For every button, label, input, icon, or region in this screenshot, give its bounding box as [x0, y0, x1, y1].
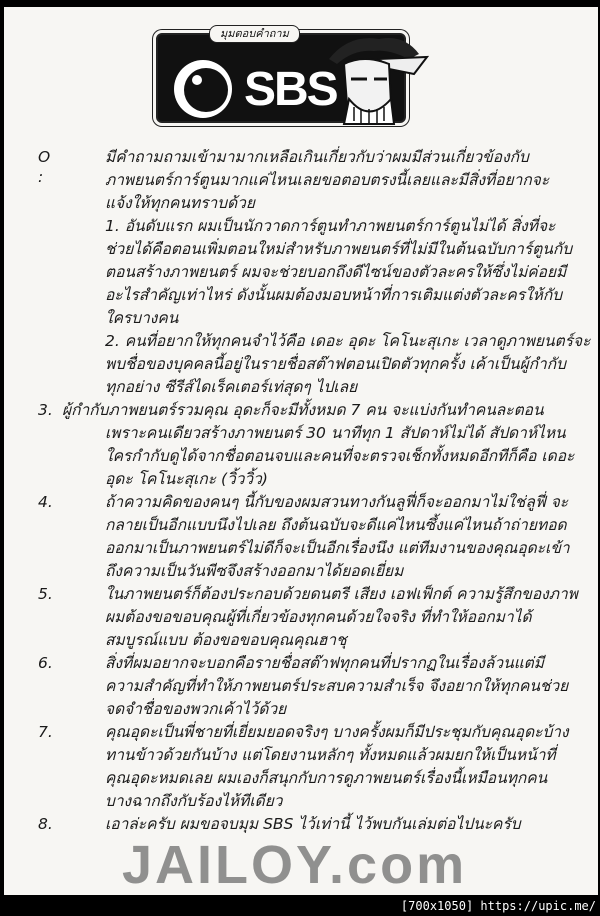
item-number: 7.	[38, 723, 53, 741]
moon-icon	[174, 60, 232, 118]
item-number: 6.	[38, 654, 53, 672]
corner-label: มุมตอบคำถาม	[209, 25, 300, 43]
text-line: 1. อันดับแรก ผมเป็นนักวาดการ์ตูนทำภาพยนตร์การ์ตูนไม่ได้ สิ่งที่จะ	[105, 217, 556, 235]
text-line: ใครบางคน	[105, 309, 179, 327]
text-line: มีคำถามถามเข้ามามากเหลือเกินเกี่ยวกับว่าผมมีส่วนเกี่ยวข้องกับ	[105, 148, 529, 166]
text-line: บางฉากถึงกับร้องไห้ทีเดียว	[105, 792, 283, 810]
text-line: สิ่งที่ผมอยากจะบอกคือรายชื่อสต๊าฟทุกคนที่ปรากฏในเรื่องล้วนแต่มี	[105, 654, 544, 672]
image-info-footer[interactable]: [700x1050] https://upic.me/	[400, 899, 596, 913]
text-line: ทุกอย่าง ซีรีส์ไดเร็คเตอร์เท่สุดๆ ไปเลย	[105, 378, 358, 396]
text-line: 2. คนที่อยากให้ทุกคนจำไว้คือ เดอะ อุดะ โคโนะสุเกะ เวลาดูภาพยนตร์จะ	[105, 332, 591, 350]
text-line: อะไรสำคัญเท่าไหร่ ดังนั้นผมต้องมอบหน้าที่การเติมแต่งตัวละครให้กับ	[105, 286, 563, 304]
text-line: พบชื่อของบุคคลนี้อยู่ในรายชื่อสต๊าฟตอนเปิดตัวทุกครั้ง เค้าเป็นผู้กำกับ	[105, 355, 566, 373]
text-line: คุณอุดะเป็นพี่ชายที่เยี่ยมยอดจริงๆ บางครั้งผมก็มีประชุมกับคุณอุดะบ้าง	[105, 723, 569, 741]
item-number: 5.	[38, 585, 53, 603]
text-line: แจ้งให้ทุกคนทราบด้วย	[105, 194, 255, 212]
text-line: สมบูรณ์แบบ ต้องขอขอบคุณคุณฮาชุ	[105, 631, 347, 649]
text-line: ช่วยได้คือตอนเพิ่มตอนใหม่สำหรับภาพยนตร์ที่ไม่มีในต้นฉบับการ์ตูนกับ	[105, 240, 573, 258]
text-line: เพราะคนเดียวสร้างภาพยนตร์ 30 นาทีทุก 1 สัปดาห์ไม่ได้ สัปดาห์ไหน	[105, 424, 566, 442]
text-line: กลายเป็นอีกแบบนึงไปเลย ถึงต้นฉบับจะดีแค่ไหนซึ้งแค่ไหนถ้าถ่ายทอด	[105, 516, 567, 534]
watermark: JAILOY.com	[122, 835, 468, 895]
text-line: ผู้กำกับภาพยนตร์รวมคุณ อุดะก็จะมีทั้งหมด 7 คน จะแบ่งกันทำคนละตอน	[62, 401, 544, 419]
text-line: ในภาพยนตร์ก็ต้องประกอบด้วยดนตรี เสียง เอฟเฟ็กต์ ความรู้สึกของภาพ	[105, 585, 578, 603]
text-line: อุดะ โคโนะสุเกะ (วิ้ววิ้ว)	[105, 470, 268, 488]
item-number: 8.	[38, 815, 53, 833]
manga-page	[4, 7, 598, 895]
text-line: ถึงความเป็นวันพีซจึงสร้างออกมาได้ยอดเยี่ยม	[105, 562, 404, 580]
text-line: ถ้าความคิดของคนๆ นี้กับของผมสวนทางกันลูฟี่ก็จะออกมาไม่ใช่ลูฟี่ จะ	[105, 493, 569, 511]
text-line: เอาล่ะครับ ผมขอจบมุม SBS ไว้เท่านี้ ไว้พบกันเล่มต่อไปนะครับ	[105, 815, 521, 833]
text-line: ออกมาเป็นภาพยนตร์ไม่ดีก็จะเป็นอีกเรื่องนึง แต่ทีมงานของคุณอุดะเข้า	[105, 539, 570, 557]
text-line: ภาพยนตร์การ์ตูนมากแค่ไหนเลยขอตอบตรงนี้เลยและมีสิ่งที่อยากจะ	[105, 171, 550, 189]
question-label: O :	[38, 148, 51, 186]
item-number: 4.	[38, 493, 53, 511]
text-line: ความสำคัญที่ทำให้ภาพยนตร์ประสบความสำเร็จ จึงอยากให้ทุกคนช่วย	[105, 677, 569, 695]
text-line: จดจำชื่อของพวกเค้าไว้ด้วย	[105, 700, 287, 718]
text-line: ใครกำกับดูได้จากชื่อตอนจบและคนที่จะตรวจเช็กทั้งหมดอีกทีก็คือ เดอะ	[105, 447, 575, 465]
text-line: ตอนสร้างภาพยนตร์ ผมจะช่วยบอกถึงดีไซน์ของตัวละครให้ซึ่งไม่ค่อยมี	[105, 263, 567, 281]
sbs-logo-text: SBS	[244, 63, 337, 116]
item-number: 3.	[38, 401, 53, 419]
text-line: คุณอุดะหมดเลย ผมเองก็สนุกกับการดูภาพยนตร์เรื่องนี้เหมือนทุกคน	[105, 769, 548, 787]
moon-dot	[192, 75, 202, 85]
character-illustration-icon	[319, 29, 429, 129]
text-line: ทานข้าวด้วยกันบ้าง แต่โดยงานหลักๆ ทั้งหมดแล้วผมยกให้เป็นหน้าที่	[105, 746, 556, 764]
text-line: ผมต้องขอขอบคุณผู้ที่เกี่ยวข้องทุกคนด้วยใจจริง ที่ทำให้ออกมาได้	[105, 608, 532, 626]
